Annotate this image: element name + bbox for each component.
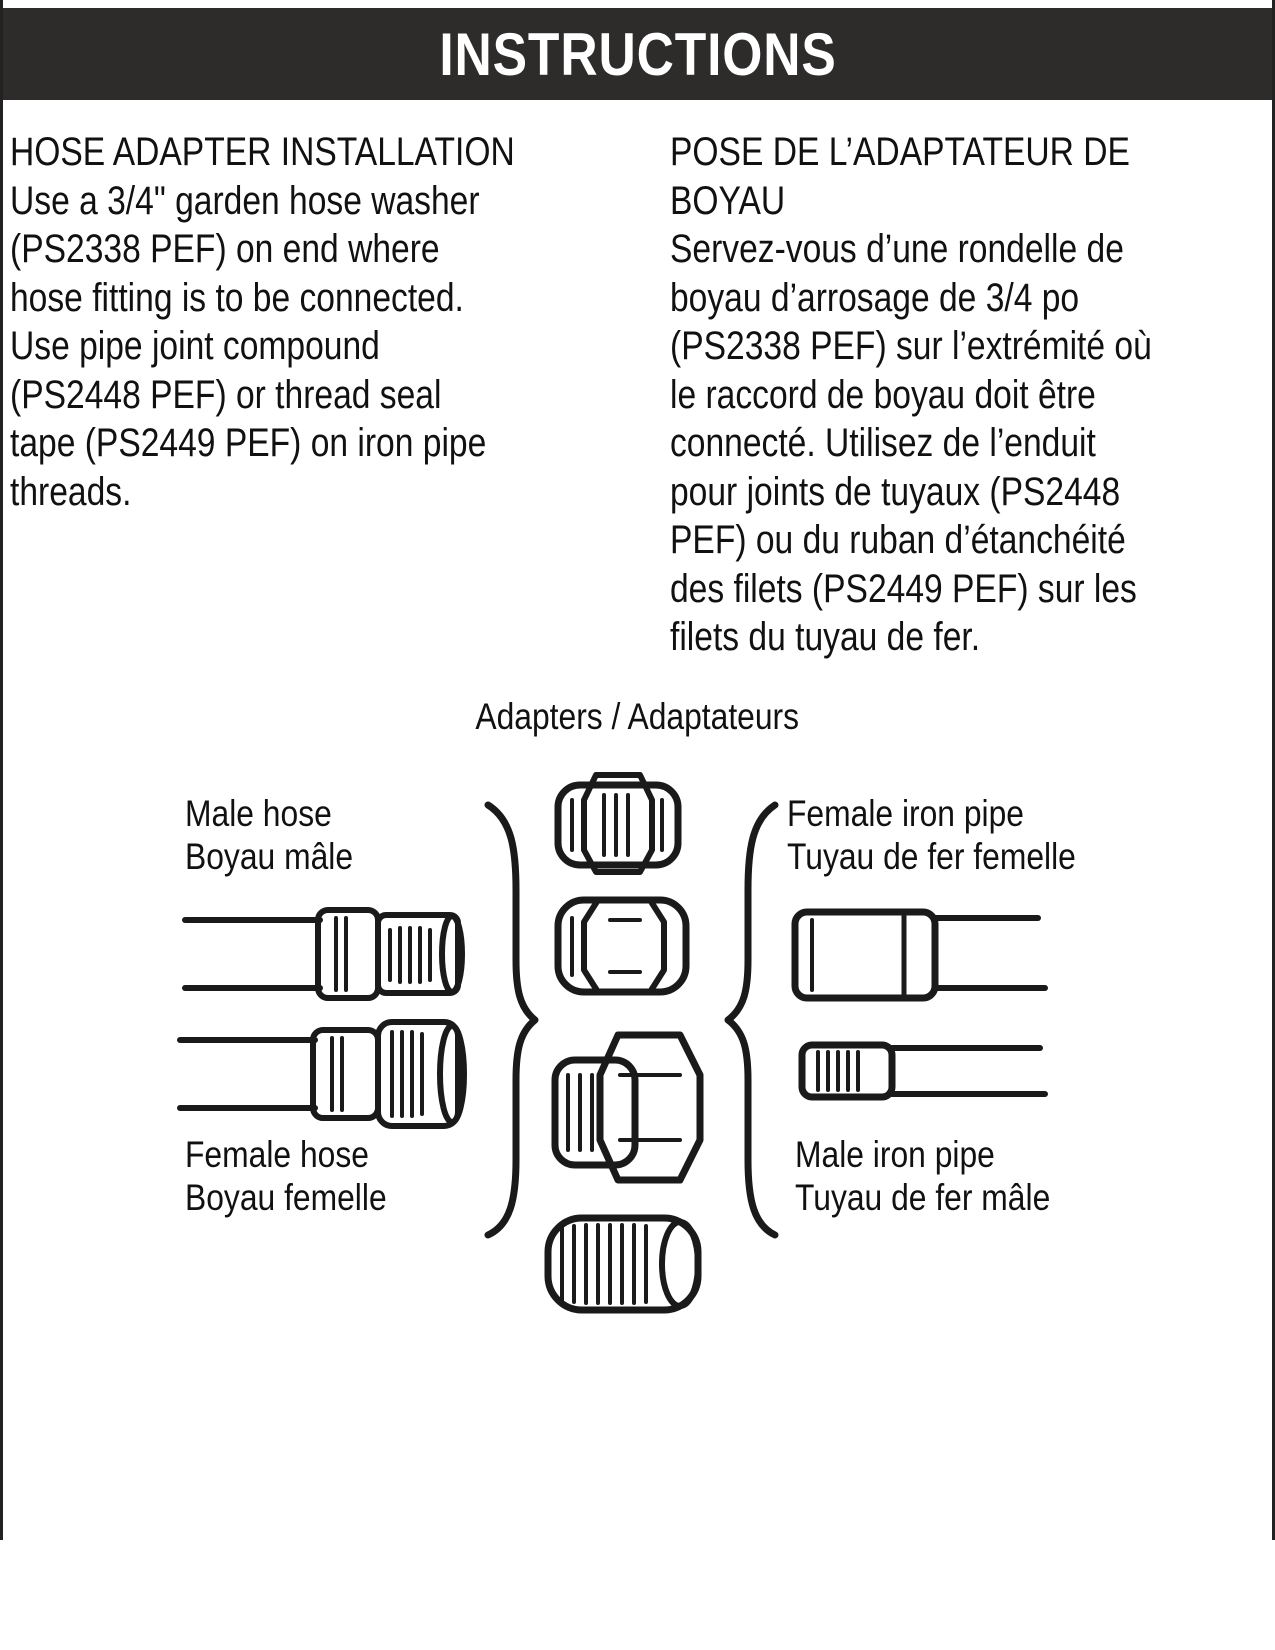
french-heading-line2: BOYAU [670,178,786,223]
male-hose-icon [185,910,462,998]
male-hose-en: Male hose [185,793,332,834]
french-line: le raccord de boyau doit être [670,372,1096,417]
french-line: connecté. Utilisez de l’enduit [670,421,1096,465]
female-hose-en: Female hose [185,1134,369,1175]
french-line: Servez-vous d’une rondelle de [670,227,1124,271]
french-line: PEF) ou du ruban d’étanchéité [670,518,1126,562]
male-hose-fr: Boyau mâle [185,836,354,877]
female-hose-fr: Boyau femelle [185,1177,387,1218]
adapter-nipple-icon [558,775,678,872]
english-heading: HOSE ADAPTER INSTALLATION [10,130,515,174]
french-line: filets du tuyau de fer. [670,615,981,659]
english-line: (PS2338 PEF) on end where [10,227,440,271]
english-line: threads. [10,469,132,514]
french-line: des filets (PS2449 PEF) sur les [670,566,1137,611]
figure-title-text: Adapters / Adaptateurs [475,696,800,737]
adapter-bushing-icon [558,900,686,992]
french-line: boyau d’arrosage de 3/4 po [670,275,1080,320]
female-iron-pipe-fr: Tuyau de fer femelle [787,836,1076,877]
right-brace-icon [728,805,775,1235]
adapter-coupling-icon [548,1218,698,1310]
adapter-hex-reducer-icon [555,1035,700,1180]
male-iron-pipe-en: Male iron pipe [795,1134,995,1175]
english-line: Use pipe joint compound [10,324,380,368]
female-hose-icon [180,1022,464,1126]
french-line: (PS2338 PEF) sur l’extrémité où [670,324,1152,368]
male-iron-pipe-icon [802,1045,1045,1097]
english-line: hose fitting is to be connected. [10,275,464,320]
female-iron-pipe-icon [795,912,1045,998]
male-iron-pipe-fr: Tuyau de fer mâle [795,1177,1051,1218]
female-iron-pipe-en: Female iron pipe [787,793,1025,834]
left-brace-icon [488,805,535,1235]
english-line: tape (PS2449 PEF) on iron pipe [10,421,487,465]
header-title: INSTRUCTIONS [438,20,837,88]
french-line: pour joints de tuyaux (PS2448 [670,469,1121,514]
french-heading-line1: POSE DE L’ADAPTATEUR DE [670,130,1130,174]
english-line: Use a 3/4" garden hose washer [10,178,480,223]
english-line: (PS2448 PEF) or thread seal [10,372,442,417]
